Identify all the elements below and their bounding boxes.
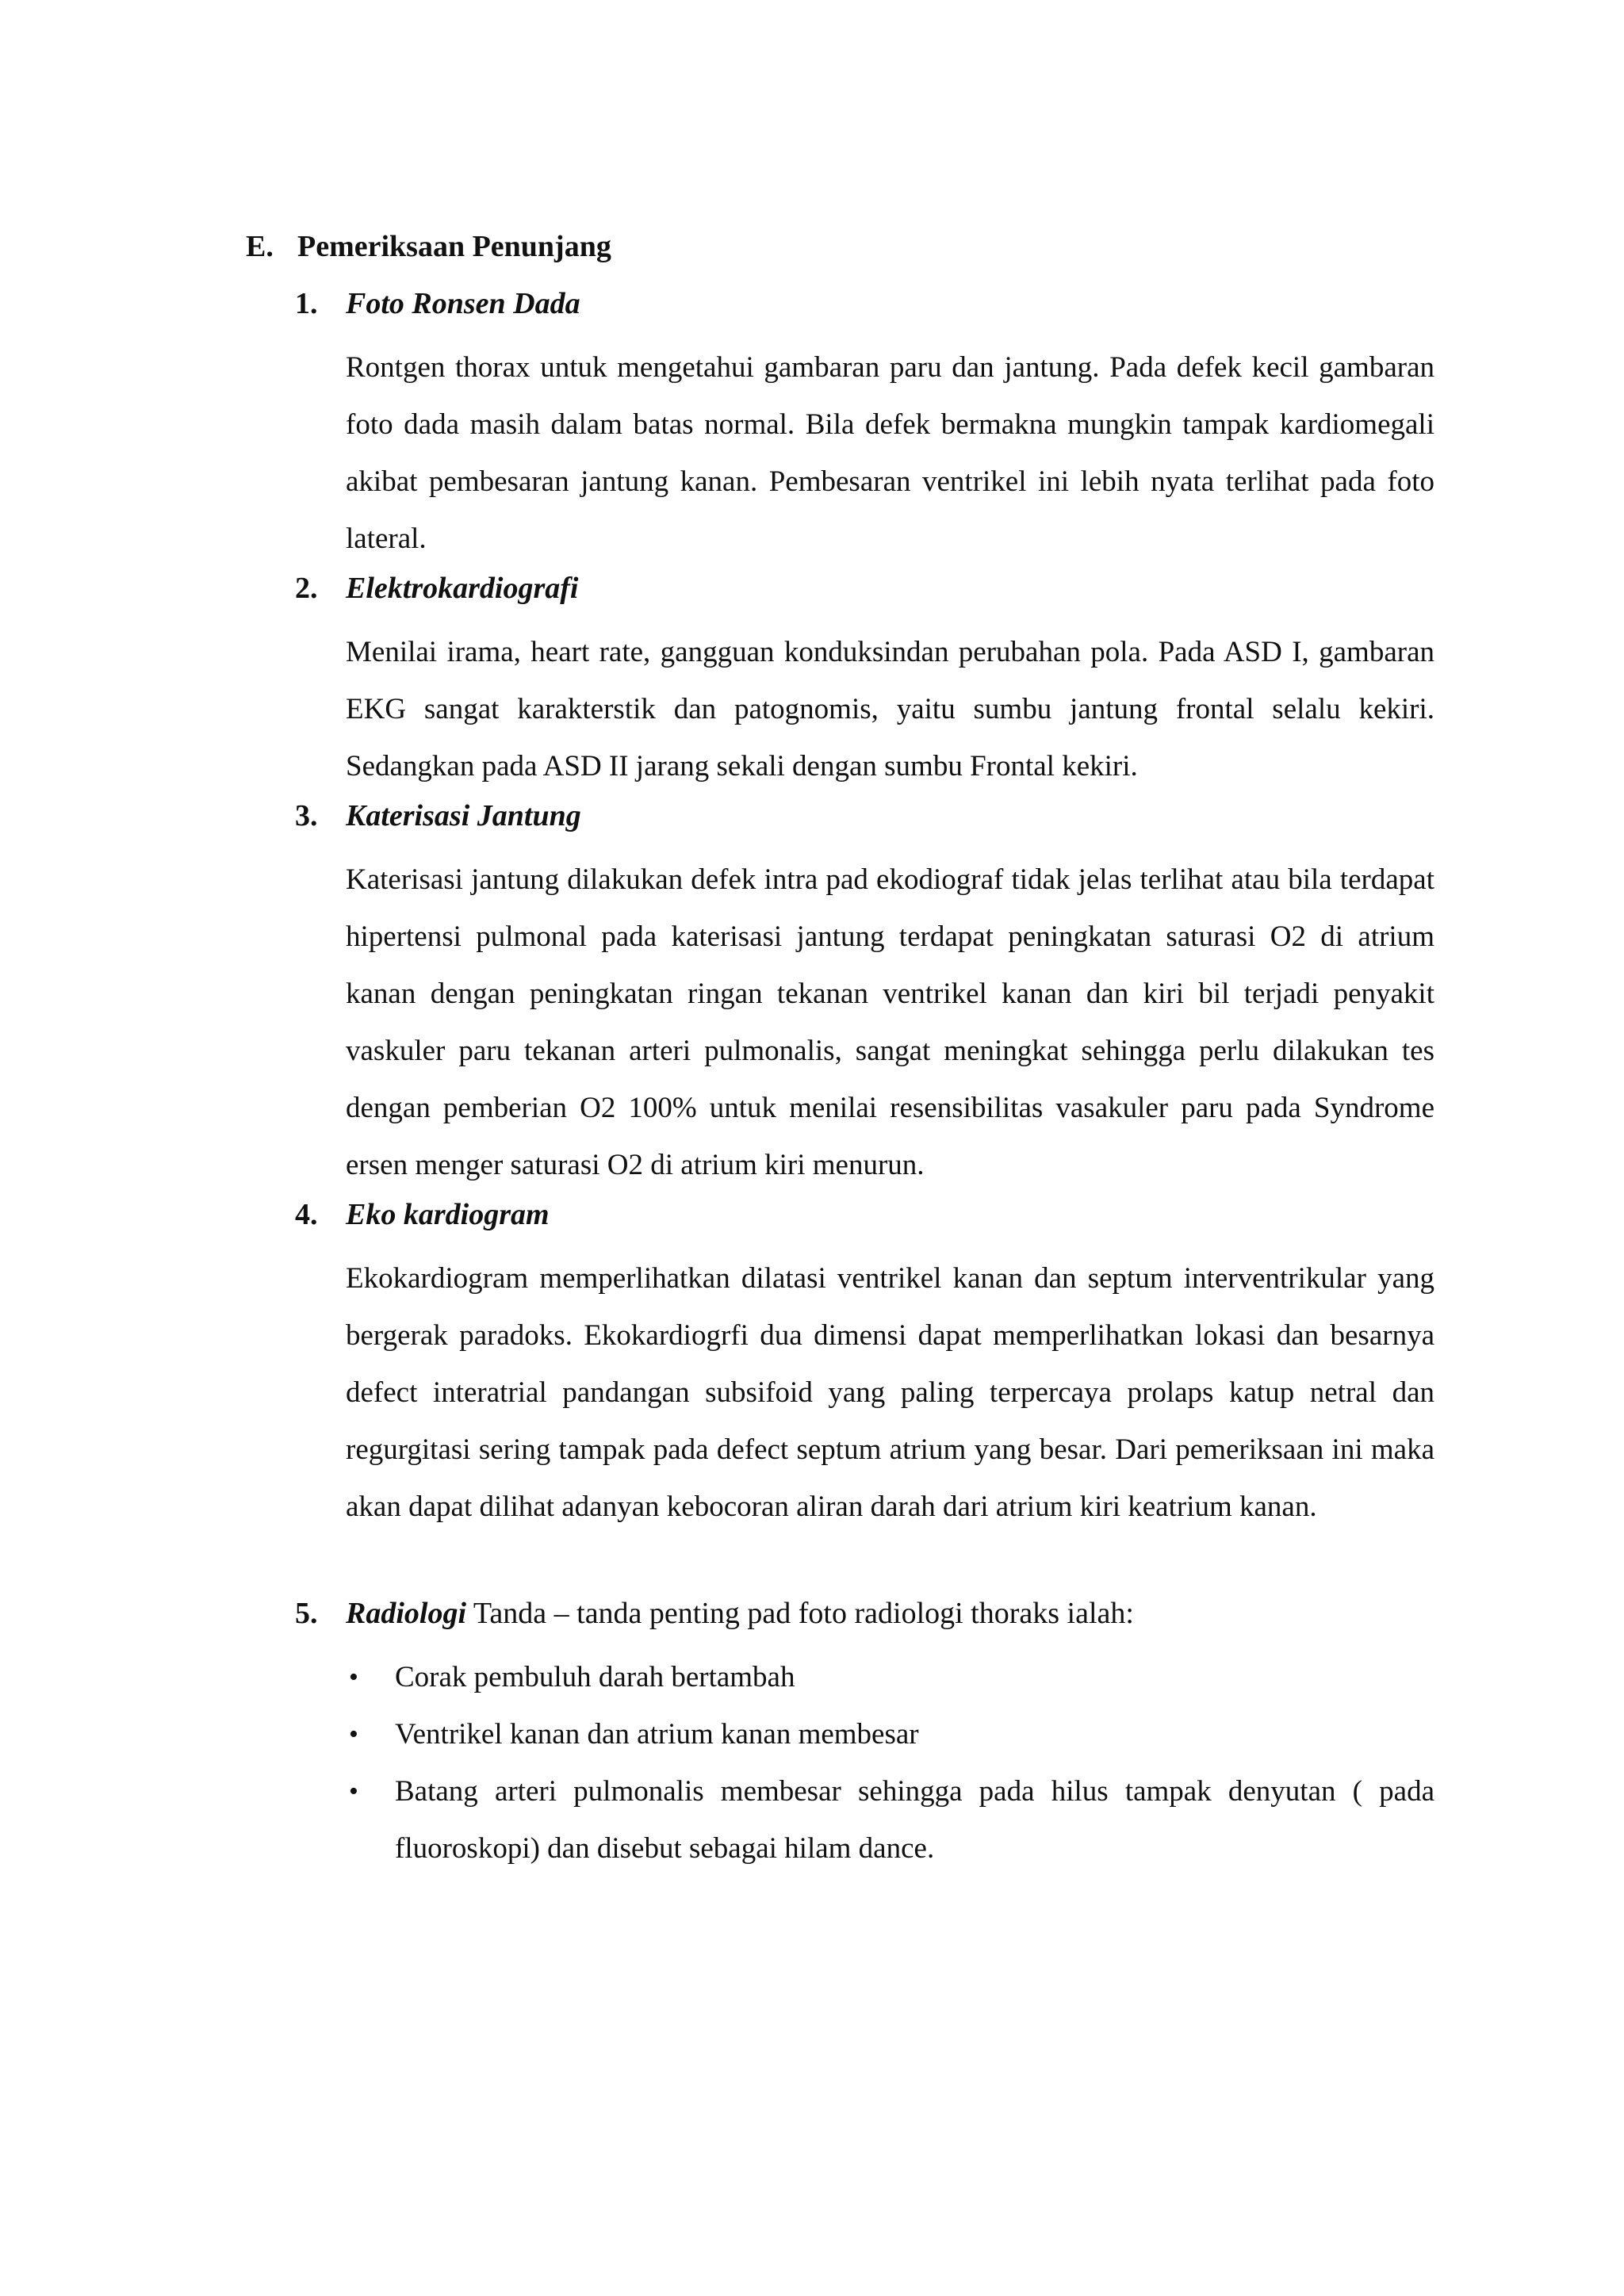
- bullet-item: [346, 1763, 1434, 1877]
- item-intro-text: Tanda – tanda penting pad foto radiologi thoraks ialah:: [466, 1597, 1134, 1630]
- bullet-item: [346, 1649, 1434, 1706]
- bullet-icon: •: [349, 1720, 358, 1749]
- bullet-text: Batang arteri pulmonalis membesar sehingga pada hilus tampak denyutan ( pada fluoroskopi) dan disebut sebagai hilam dance.: [395, 1775, 1434, 1865]
- bullet-list: [346, 1649, 1434, 1877]
- section-letter: E.: [246, 230, 274, 263]
- item-number: 5.: [295, 1597, 318, 1630]
- item-number: 3.: [295, 799, 318, 832]
- list-item-radiologi: [295, 1592, 1445, 1877]
- item-heading: [295, 1592, 1445, 1635]
- item-number: 4.: [295, 1198, 318, 1231]
- item-paragraph: Menilai irama, heart rate, gangguan konduksindan perubahan pola. Pada ASD I, gambaran EKG sangat karakterstik dan patognomis, yaitu sumbu jantung frontal selalu kekiri. Sedangkan pada ASD II jarang sekali dengan sumbu Frontal kekiri.: [346, 636, 1434, 783]
- item-number: 1.: [295, 287, 318, 320]
- section-heading: [246, 225, 611, 268]
- item-heading: [295, 282, 1445, 325]
- item-paragraph: Ekokardiogram memperlihatkan dilatasi ventrikel kanan dan septum interventrikular yang bergerak paradoks. Ekokardiogrfi dua dimensi dapat memperlihatkan lokasi dan besarnya defect interatrial pandangan subsifoid yang paling terpercaya prolaps katup netral dan regurgitasi sering tampak pada defect septum atrium yang besar. Dari pemeriksaan ini maka akan dapat dilihat adanyan kebocoran aliran darah dari atrium kiri keatrium kanan.: [346, 1262, 1434, 1523]
- bullet-text: Corak pembuluh darah bertambah: [395, 1661, 795, 1693]
- item-title: Katerisasi Jantung: [346, 799, 581, 832]
- list-item-elektrokardiografi: [295, 567, 1445, 795]
- list-item-eko-kardiogram: [295, 1193, 1445, 1536]
- item-paragraph: Rontgen thorax untuk mengetahui gambaran paru dan jantung. Pada defek kecil gambaran foto dada masih dalam batas normal. Bila defek bermakna mungkin tampak kardiomegali akibat pembesaran jantung kanan. Pembesaran ventrikel ini lebih nyata terlihat pada foto lateral.: [346, 351, 1434, 555]
- bullet-text: Ventrikel kanan dan atrium kanan membesar: [395, 1718, 919, 1751]
- item-title: Eko kardiogram: [346, 1198, 550, 1231]
- bullet-icon: •: [349, 1663, 358, 1692]
- item-number: 2.: [295, 572, 318, 605]
- item-paragraph: Katerisasi jantung dilakukan defek intra pad ekodiograf tidak jelas terlihat atau bila terdapat hipertensi pulmonal pada katerisasi jantung terdapat peningkatan saturasi O2 di atrium kanan dengan peningkatan ringan tekanan ventrikel kanan dan kiri bil terjadi penyakit vaskuler paru tekanan arteri pulmonalis, sangat meningkat sehingga perlu dilakukan tes dengan pemberian O2 100% untuk menilai resensibilitas vasakuler paru pada Syndrome ersen menger saturasi O2 di atrium kiri menurun.: [346, 863, 1434, 1181]
- bullet-icon: •: [349, 1777, 358, 1806]
- list-item-foto-ronsen: [295, 282, 1445, 568]
- section-title: Pemeriksaan Penunjang: [297, 230, 611, 263]
- item-heading: [295, 794, 1445, 837]
- item-title: Foto Ronsen Dada: [346, 287, 580, 320]
- bullet-item: [346, 1706, 1434, 1763]
- item-title: Radiologi: [346, 1597, 467, 1630]
- item-heading: [295, 1193, 1445, 1236]
- item-heading: [295, 567, 1445, 610]
- list-item-katerisasi: [295, 794, 1445, 1194]
- item-title: Elektrokardiografi: [346, 572, 579, 605]
